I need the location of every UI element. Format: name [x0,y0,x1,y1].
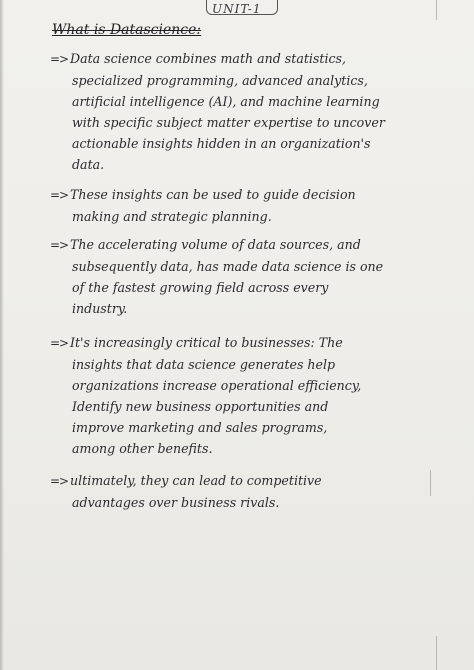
line-text: ultimately, they can lead to competitive [70,473,322,488]
arrow-bullet-icon: => [50,238,69,252]
paragraph-1 [50,48,440,175]
paragraph-5 [50,470,440,513]
arrow-bullet-icon: => [50,474,69,488]
paragraph-line: subsequently data, has made data science is one [72,259,384,274]
arrow-bullet-icon: => [50,336,69,350]
paragraph-line: industry. [72,301,128,316]
paragraph-line [50,470,440,492]
paragraph-2 [50,184,440,227]
unit-heading: UNIT-1 [212,2,262,16]
paragraph-line: making and strategic planning. [72,209,272,224]
paragraph-line: with specific subject matter expertise to uncover [72,115,385,130]
line-text: It's increasingly critical to businesses: The [70,335,343,350]
paragraph-line: artificial intelligence (AI), and machine learning [72,94,380,109]
paragraph-line [50,48,440,70]
line-text: Data science combines math and statistics, [70,51,346,66]
paragraph-line [50,234,440,256]
line-text: These insights can be used to guide decision [70,187,356,202]
line-text: The accelerating volume of data sources, and [70,237,361,252]
paragraph-4 [50,332,440,459]
pencil-mark-bottom [436,636,437,670]
arrow-bullet-icon: => [50,188,69,202]
paragraph-line: data. [72,157,105,172]
arrow-bullet-icon: => [50,52,69,66]
page-title: What is Datascience: [52,22,202,38]
paragraph-3 [50,234,440,319]
paragraph-line: improve marketing and sales programs, [72,420,328,435]
paragraph-line: among other benefits. [72,441,213,456]
paragraph-line [50,184,440,206]
paragraph-line: insights that data science generates help [72,357,336,372]
paragraph-line: specialized programming, advanced analytics, [72,73,368,88]
paragraph-line: advantages over business rivals. [72,495,280,510]
paragraph-line: actionable insights hidden in an organization's [72,136,371,151]
paragraph-line: Identify new business opportunities and [72,399,329,414]
paragraph-line: organizations increase operational efficiency, [72,378,362,393]
paragraph-line: of the fastest growing field across every [72,280,329,295]
page-left-edge-shadow [0,0,4,670]
pencil-mark-top [436,0,437,20]
paragraph-line [50,332,440,354]
